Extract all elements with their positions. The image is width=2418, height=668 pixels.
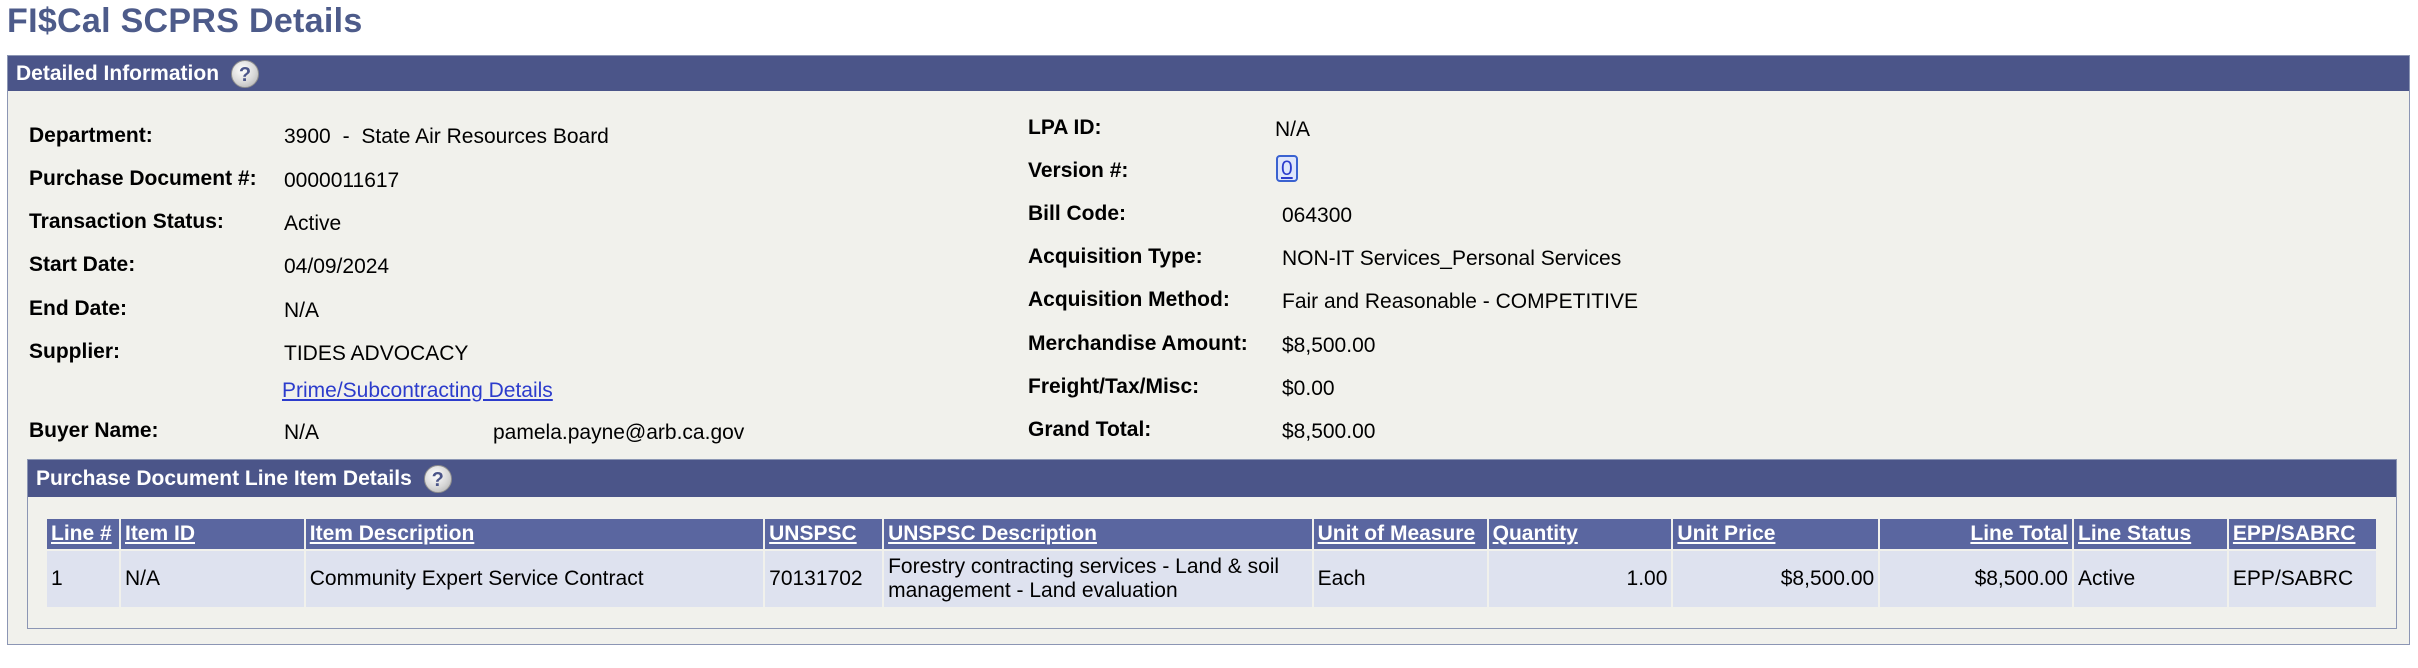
merchandise-amount-label: Merchandise Amount: xyxy=(1028,332,1248,355)
purchase-document-label: Purchase Document #: xyxy=(29,167,257,190)
buyer-name-label: Buyer Name: xyxy=(29,419,159,442)
department-code: 3900 xyxy=(284,125,331,148)
cell-item-description: Community Expert Service Contract xyxy=(305,550,764,608)
version-number[interactable]: 0 xyxy=(1276,155,1298,182)
transaction-status-label: Transaction Status: xyxy=(29,210,224,233)
column-header-epp-sabrc[interactable]: EPP/SABRC xyxy=(2228,518,2377,550)
detailed-information-title: Detailed Information xyxy=(16,62,220,85)
column-header-line-status[interactable]: Line Status xyxy=(2073,518,2228,550)
supplier-value: TIDES ADVOCACY xyxy=(284,342,469,365)
transaction-status-value: Active xyxy=(284,212,342,235)
column-header-unit-of-measure[interactable]: Unit of Measure xyxy=(1313,518,1488,550)
line-item-details-title: Purchase Document Line Item Details xyxy=(36,466,412,490)
cell-unit-of-measure: Each xyxy=(1313,550,1488,608)
acquisition-method-value: Fair and Reasonable - COMPETITIVE xyxy=(1282,290,1638,313)
bill-code-value: 064300 xyxy=(1282,204,1353,227)
department-separator: - xyxy=(342,125,350,148)
cell-line-total: $8,500.00 xyxy=(1879,550,2073,608)
department-value xyxy=(284,125,609,149)
detailed-information-header xyxy=(8,56,2409,91)
start-date-label: Start Date: xyxy=(29,253,136,276)
lpa-id-label: LPA ID: xyxy=(1028,116,1102,139)
cell-epp-sabrc: EPP/SABRC xyxy=(2228,550,2377,608)
cell-quantity: 1.00 xyxy=(1488,550,1673,608)
purchase-document-value: 0000011617 xyxy=(284,169,400,192)
grand-total-label: Grand Total: xyxy=(1028,418,1152,441)
freight-tax-misc-value: $0.00 xyxy=(1282,377,1335,400)
department-name: State Air Resources Board xyxy=(361,125,609,148)
line-item-details-header xyxy=(28,460,2396,497)
help-icon[interactable]: ? xyxy=(424,465,452,493)
column-header-unspsc-description[interactable]: UNSPSC Description xyxy=(883,518,1313,550)
merchandise-amount-value: $8,500.00 xyxy=(1282,334,1376,357)
buyer-name-value: N/A xyxy=(284,421,320,444)
column-header-line-total[interactable]: Line Total xyxy=(1879,518,2073,550)
cell-line-status: Active xyxy=(2073,550,2228,608)
supplier-label: Supplier: xyxy=(29,340,121,363)
cell-unspsc: 70131702 xyxy=(764,550,883,608)
table-row xyxy=(46,550,2377,608)
acquisition-method-label: Acquisition Method: xyxy=(1028,288,1230,311)
column-header-quantity[interactable]: Quantity xyxy=(1488,518,1673,550)
bill-code-label: Bill Code: xyxy=(1028,202,1126,225)
help-icon[interactable]: ? xyxy=(231,60,259,88)
column-header-line-number[interactable]: Line # xyxy=(46,518,120,550)
page-title: FI$Cal SCPRS Details xyxy=(7,2,363,40)
cell-item-id: N/A xyxy=(120,550,305,608)
buyer-email: pamela.payne@arb.ca.gov xyxy=(493,421,745,444)
cell-line-number: 1 xyxy=(46,550,120,608)
prime-subcontracting-details-link[interactable]: Prime/Subcontracting Details xyxy=(282,379,553,402)
table-header-row xyxy=(46,518,2377,550)
version-link[interactable] xyxy=(1276,157,1298,181)
acquisition-type-value: NON-IT Services_Personal Services xyxy=(1282,247,1622,270)
version-label: Version #: xyxy=(1028,159,1129,182)
cell-unit-price: $8,500.00 xyxy=(1672,550,1879,608)
line-items-table xyxy=(45,517,2378,609)
column-header-unit-price[interactable]: Unit Price xyxy=(1672,518,1879,550)
freight-tax-misc-label: Freight/Tax/Misc: xyxy=(1028,375,1200,398)
column-header-unspsc[interactable]: UNSPSC xyxy=(764,518,883,550)
cell-unspsc-description: Forestry contracting services - Land & soil management - Land evaluation xyxy=(883,550,1313,608)
lpa-id-value: N/A xyxy=(1275,118,1311,141)
end-date-label: End Date: xyxy=(29,297,128,320)
line-item-details-panel xyxy=(27,459,2397,629)
column-header-item-description[interactable]: Item Description xyxy=(305,518,764,550)
column-header-item-id[interactable]: Item ID xyxy=(120,518,305,550)
end-date-value: N/A xyxy=(284,299,320,322)
department-label: Department: xyxy=(29,124,153,147)
acquisition-type-label: Acquisition Type: xyxy=(1028,245,1203,268)
start-date-value: 04/09/2024 xyxy=(284,255,390,278)
grand-total-value: $8,500.00 xyxy=(1282,420,1376,443)
detailed-information-panel xyxy=(7,55,2410,645)
